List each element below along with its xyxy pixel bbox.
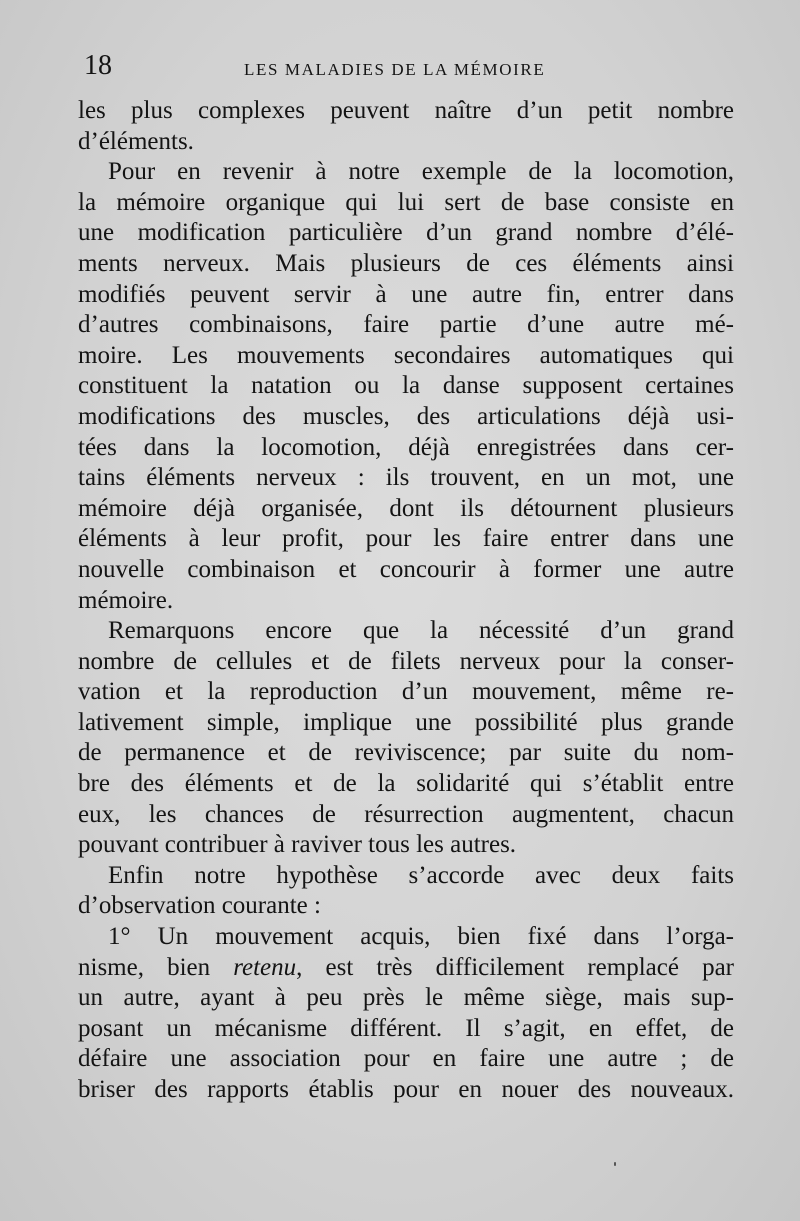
running-title: LES MALADIES DE LA MÉMOIRE [244, 60, 546, 79]
text-line: posant un mécanisme différent. Il s’agit, en effet, de [78, 1014, 734, 1042]
text-run: nisme, bien [78, 953, 234, 981]
text-line: nombre de cellules et de filets nerveux pour la conser- [78, 647, 734, 675]
text-line: Enfin notre hypothèse s’accorde avec deux faits [108, 861, 734, 889]
text-line: une modification particulière d’un grand nombre d’élé- [78, 219, 734, 247]
text-line: la mémoire organique qui lui sert de base consiste en [78, 188, 734, 216]
text-line: défaire une association pour en faire une autre ; de [78, 1045, 734, 1073]
text-line: briser des rapports établis pour en nouer des nouveaux. [78, 1076, 734, 1103]
text-line: les plus complexes peuvent naître d’un petit nombre [78, 97, 734, 124]
text-line: éléments à leur profit, pour les faire entrer dans une [78, 525, 734, 553]
text-line: tées dans la locomotion, déjà enregistrées dans cer- [78, 433, 734, 461]
italic-word: retenu [233, 953, 297, 981]
text-line: ments nerveux. Mais plusieurs de ces éléments ainsi [78, 249, 734, 277]
text-line [78, 953, 734, 984]
text-line: tains éléments nerveux : ils trouvent, en un mot, une [78, 464, 734, 492]
text-line: nouvelle combinaison et concourir à former une autre [78, 555, 734, 583]
text-line: constituent la natation ou la danse supposent certaines [78, 372, 734, 400]
text-line: lativement simple, implique une possibilité plus grande [78, 708, 734, 736]
text-line: moire. Les mouvements secondaires automatiques qui [78, 341, 734, 369]
text-line: mémoire déjà organisée, dont ils détournent plusieurs [78, 494, 734, 522]
text-line: d’éléments. [78, 127, 194, 155]
text-line: modifications des muscles, des articulations déjà usi- [78, 402, 734, 430]
text-line: vation et la reproduction d’un mouvement, même re- [78, 678, 734, 706]
text-line: bre des éléments et de la solidarité qui s’établit entre [78, 770, 734, 798]
text-run: , est très difficilement remplacé par [296, 953, 734, 981]
text-line: modifiés peuvent servir à une autre fin, entrer dans [78, 280, 734, 308]
text-line: 1° Un mouvement acquis, bien fixé dans l’orga- [108, 923, 734, 951]
text-line: Remarquons encore que la nécessité d’un grand [108, 617, 734, 645]
page-number: 18 [84, 50, 112, 81]
text-line: d’autres combinaisons, faire partie d’une autre mé- [78, 311, 734, 339]
text-line: de permanence et de reviviscence; par suite du nom- [78, 739, 734, 767]
text-line: d’observation courante : [78, 892, 321, 920]
text-line: mémoire. [78, 586, 174, 614]
text-line: un autre, ayant à peu près le même siège, mais sup- [78, 984, 734, 1012]
text-body [78, 96, 734, 1106]
text-line: pouvant contribuer à raviver tous les autres. [78, 831, 517, 859]
running-head [84, 50, 744, 90]
ink-speck [614, 1162, 616, 1166]
text-line: Pour en revenir à notre exemple de la locomotion, [108, 158, 734, 186]
text-line: eux, les chances de résurrection augmentent, chacun [78, 800, 734, 828]
